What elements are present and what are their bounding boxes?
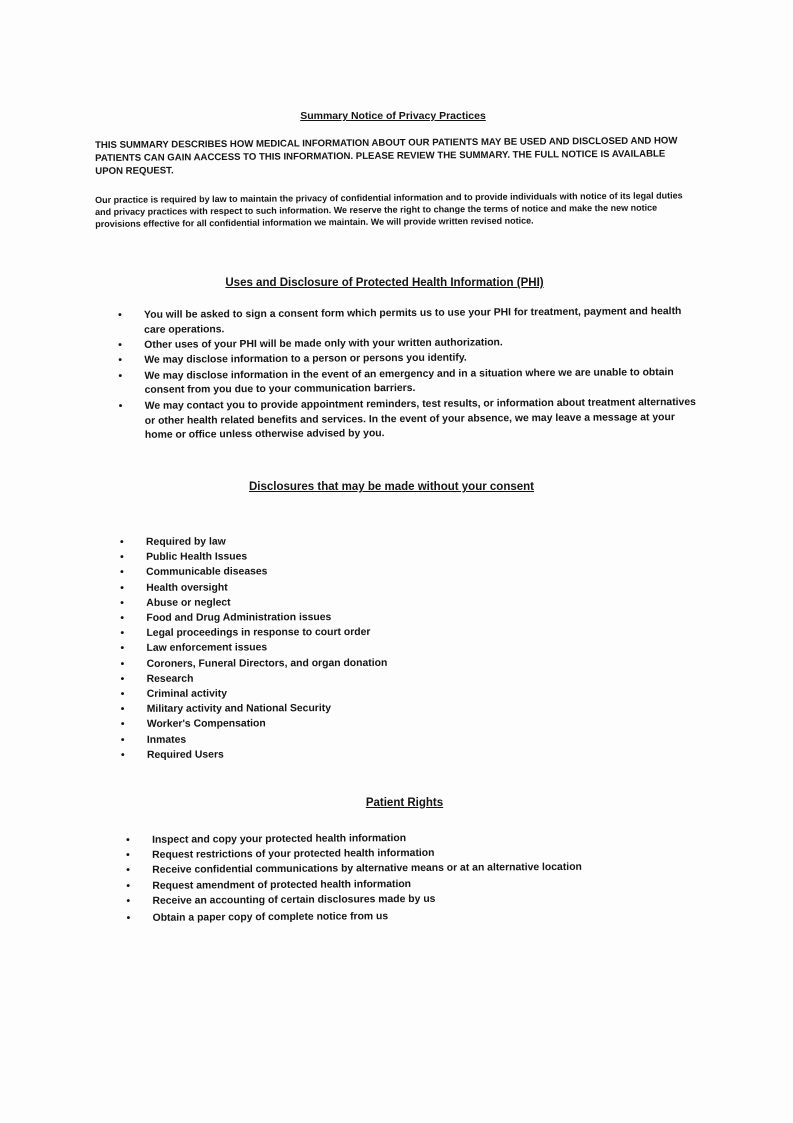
disclosures-list	[120, 533, 481, 763]
list-item: • We may disclose information in the event of an emergency and in a situation where we are unable to obtain consent from you due to your communication barriers.	[118, 366, 700, 400]
list-item: • Receive confidential communications by alternative means or at an alternative location	[126, 860, 666, 879]
list-item: • Law enforcement issues	[120, 640, 480, 657]
list-item: • You will be asked to sign a consent form which permits us to use your PHI for treatment, payment and health care operations.	[118, 305, 700, 339]
list-item: • Required Users	[121, 746, 481, 763]
list-item: • Obtain a paper copy of complete notice from us	[127, 907, 667, 926]
list-item: • We may contact you to provide appointment reminders, test results, or information about treatment alternatives or other health related benefits and services. In the event of your absence, we may leave a message at your home or office unless otherwise advised by you.	[119, 396, 701, 444]
rights-section-heading: Patient Rights	[365, 797, 444, 809]
list-item: • Other uses of your PHI will be made only with your written authorization.	[118, 335, 700, 354]
list-item: • Inmates	[121, 731, 481, 748]
intro-caps-paragraph: THIS SUMMARY DESCRIBES HOW MEDICAL INFORMATION ABOUT OUR PATIENTS MAY BE USED AND DISCLOSED AND HOW PATIENTS CAN GAIN AACCESS TO THIS INFORMATION. PLEASE REVIEW THE SUMMARY. THE FULL NOTICE IS AVAILABLE UPON REQUEST.	[95, 135, 678, 177]
uses-list	[118, 305, 701, 445]
list-item: • Research	[121, 670, 481, 687]
rights-list	[126, 829, 667, 926]
list-item: • Abuse or neglect	[120, 594, 480, 611]
list-item: • Inspect and copy your protected health information	[126, 829, 666, 848]
list-item: • Health oversight	[120, 579, 480, 596]
uses-section-heading: Uses and Disclosure of Protected Health Information (PHI)	[225, 277, 544, 289]
intro-body-paragraph: Our practice is required by law to maintain the privacy of confidential information and to provide individuals with notice of its legal duties and privacy practices with respect to such information. We reserve the right to change the terms of notice and make the new notice provisions effective for all confidential information we maintain. We will provide written revised notice.	[95, 190, 683, 229]
list-item: • Communicable diseases	[120, 564, 480, 581]
list-item: • Coroners, Funeral Directors, and organ donation	[121, 655, 481, 672]
list-item: • Request restrictions of your protected health information	[126, 844, 666, 863]
list-item: • Criminal activity	[121, 685, 481, 702]
list-item: • We may disclose information to a person or persons you identify.	[118, 350, 700, 369]
document-title: Summary Notice of Privacy Practices	[300, 110, 486, 122]
list-item: • Request amendment of protected health information	[126, 875, 666, 894]
list-item: • Legal proceedings in response to court order	[120, 625, 480, 642]
list-item: • Required by law	[120, 533, 480, 550]
list-item: • Worker's Compensation	[121, 716, 481, 733]
list-item: • Public Health Issues	[120, 549, 480, 566]
list-item: • Receive an accounting of certain disclosures made by us	[126, 890, 666, 909]
disclosures-section-heading: Disclosures that may be made without your consent	[248, 481, 534, 493]
list-item: • Military activity and National Security	[121, 701, 481, 718]
list-item: • Food and Drug Administration issues	[120, 609, 480, 626]
